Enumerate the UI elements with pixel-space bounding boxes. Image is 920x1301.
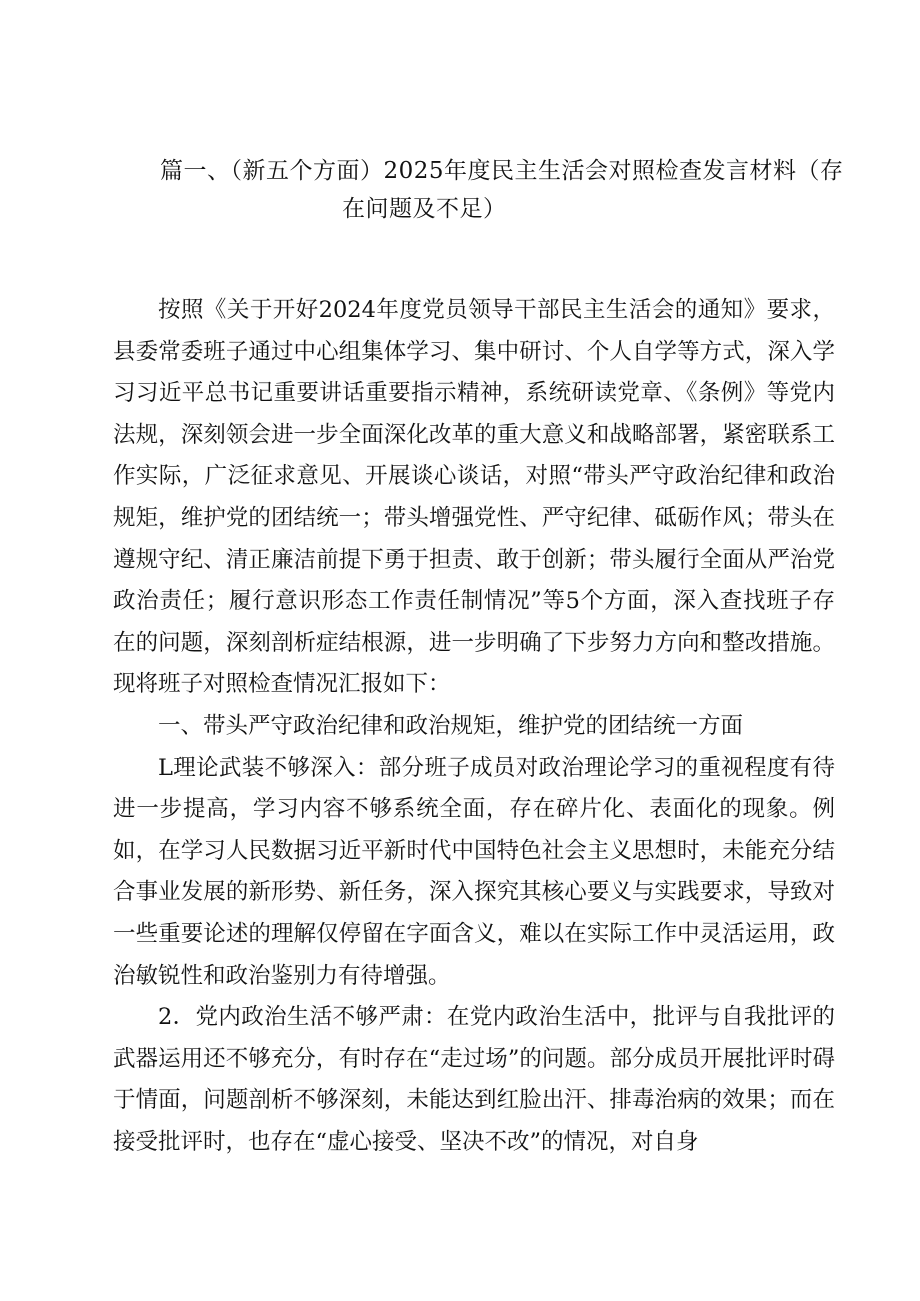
intro-paragraph: 按照《关于开好2024年度党员领导干部民主生活会的通知》要求，县委常委班子通过中心组集体学习、集中研讨、个人自学等方式，深入学习习近平总书记重要讲话重要指示精神，系统研读党章、《条例》等党内法规，深刻领会进一步全面深化改革的重大意义和战略部署，紧密联系工作实际，广泛征求意见、开展谈心谈话，对照“带头严守政治纪律和政治规矩，维护党的团结统一；带头增强党性、严守纪律、砥砺作风；带头在遵规守纪、清正廉洁前提下勇于担责、敢于创新；带头履行全面从严治党政治责任；履行意识形态工作责任制情况”等5个方面，深入查找班子存在的问题，深刻剖析症结根源，进一步明确了下步努力方向和整改措施。现将班子对照检查情况汇报如下： <box>113 297 835 698</box>
item-paragraph-1: L理论武装不够深入：部分班子成员对政治理论学习的重视程度有待进一步提高，学习内容不够系统全面，存在碎片化、表面化的现象。例如，在学习人民数据习近平新时代中国特色社会主义思想时，未能充分结合事业发展的新形势、新任务，深入探究其核心要义与实践要求，导致对一些重要论述的理解仅停留在字面含义，难以在实际工作中灵活运用，政治敏锐性和政治鉴别力有待增强。 <box>113 754 835 989</box>
title-line-2: 在问题及不足） <box>342 196 507 222</box>
item-paragraph-2: 2．党内政治生活不够严肃：在党内政治生活中，批评与自我批评的武器运用还不够充分，有时存在“走过场”的问题。部分成员开展批评时碍于情面，问题剖析不够深刻，未能达到红脸出汗、排毒治病的效果；而在接受批评时，也存在“虚心接受、坚决不改”的情况，对自身 <box>113 1004 835 1155</box>
section-heading-1: 一、带头严守政治纪律和政治规矩，维护党的团结统一方面 <box>158 712 744 739</box>
document-body <box>113 290 835 1163</box>
document-title <box>160 152 844 228</box>
title-line-1: 篇一、（新五个方面）2025年度民主生活会对照检查发言材料（存 <box>160 158 844 184</box>
